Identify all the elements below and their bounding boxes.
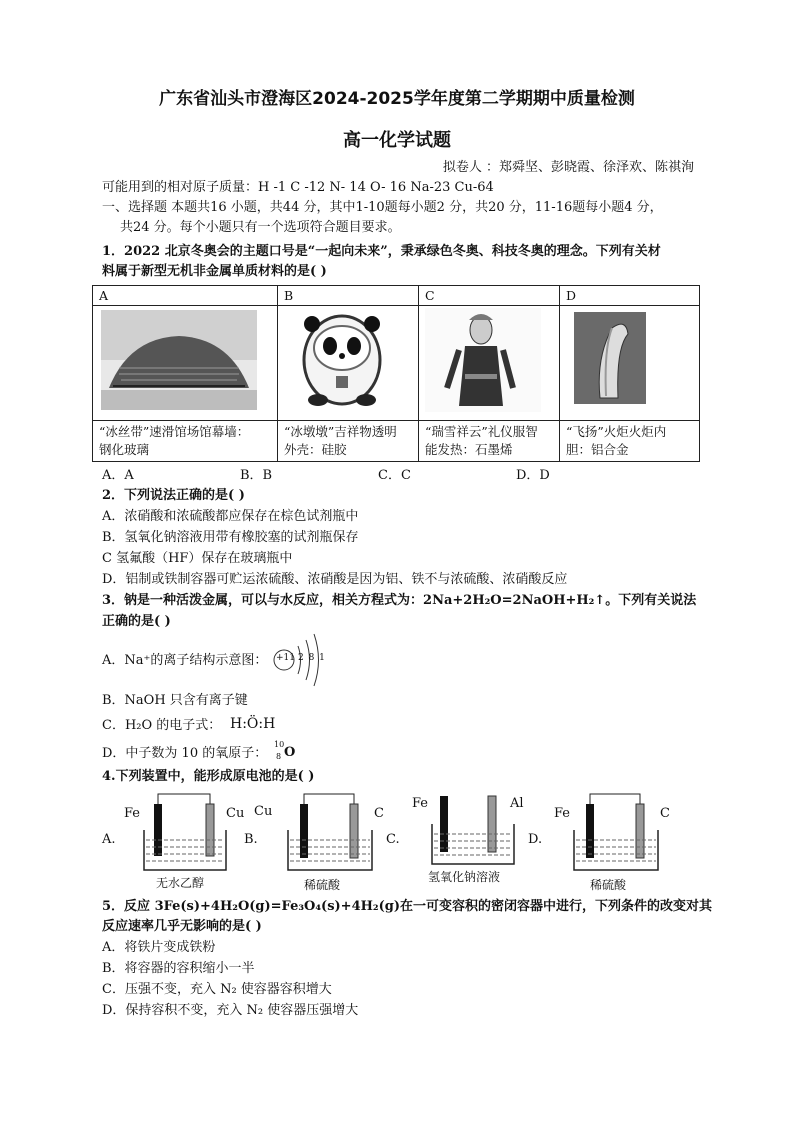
q2-option-d: D．铝制或铁制容器可贮运浓硫酸、浓硝酸是因为铝、铁不与浓硫酸、浓硝酸反应	[102, 572, 568, 587]
isotope-symbol: O	[284, 745, 296, 760]
authors: 拟卷人 ：郑舜坚、彭晓霞、徐泽欢、陈祺洵	[442, 160, 694, 175]
q3-option-d: D．中子数为 10 的氧原子：	[102, 746, 268, 761]
q4-cell-d-solution: 稀硫酸	[590, 878, 627, 892]
q5-stem-line1: 5．反应 3Fe(s)+4H₂O(g)=Fe₃O₄(s)+4H₂(g)在一可变容积的密闭容器中进行，下列条件的改变对其	[102, 899, 712, 914]
q4-cell-d-left-electrode: Fe	[554, 806, 571, 821]
q5-option-a: A．将铁片变成铁粉	[102, 940, 216, 955]
q4-cell-b-letter: B.	[244, 832, 258, 847]
q4-cell-a-right-electrode: Cu	[226, 806, 245, 821]
q1-col-c-letter: C	[419, 286, 560, 306]
q1-image-c	[419, 306, 560, 421]
q4-cell-c-right-electrode: Al	[510, 796, 524, 811]
q1-image-d	[560, 306, 700, 421]
q3-option-b: B．NaOH 只含有离子键	[102, 693, 248, 708]
q4-cell-b-solution: 稀硫酸	[304, 878, 341, 892]
torch-image	[566, 308, 682, 412]
exam-title: 广东省汕头市澄海区2024-2025学年度第二学期期中质量检测	[159, 89, 635, 109]
q1-stem-line1: 1．2022 北京冬奥会的主题口号是“一起向未来”，秉承绿色冬奥、科技冬奥的理念。下列有关材	[102, 244, 661, 259]
q2-option-a: A．浓硝酸和浓硫酸都应保存在棕色试剂瓶中	[102, 509, 359, 524]
exam-subtitle: 高一化学试题	[343, 130, 451, 151]
speed-skating-oval-image	[99, 308, 259, 412]
q5-option-c: C．压强不变，充入 N₂ 使容器容积增大	[102, 982, 332, 997]
q1-caption-d: “飞扬”火炬火炬内 胆：铝合金	[560, 421, 700, 462]
q4-cell-a-solution: 无水乙醇	[156, 876, 205, 890]
q1-image-b	[278, 306, 419, 421]
q5-option-b: B．将容器的容积缩小一半	[102, 961, 255, 976]
q1-caption-c: “瑞雪祥云”礼仪服智 能发热：石墨烯	[419, 421, 560, 462]
q1-col-d-letter: D	[560, 286, 700, 306]
q1-caption-b: “冰墩墩”吉祥物透明 外壳：硅胶	[278, 421, 419, 462]
ion-nucleus-label: +11	[276, 653, 295, 663]
q1-options-table	[92, 285, 700, 462]
ion-shell-electrons: 2 8 1	[298, 653, 326, 663]
q4-cell-b-left-electrode: Cu	[254, 804, 273, 819]
bing-dwen-dwen-image	[284, 308, 400, 412]
q1-answer-a: A．A	[102, 468, 134, 483]
q1-answer-b: B．B	[240, 468, 273, 483]
ceremony-dress-image	[425, 308, 541, 412]
q4-stem: 4.下列装置中，能形成原电池的是( )	[102, 769, 315, 784]
q3-stem-line2: 正确的是( )	[102, 614, 171, 629]
section-instruction-2: 共24 分。每个小题只有一个选项符合题目要求。	[120, 220, 401, 235]
q3-stem-line1: 3．钠是一种活泼金属，可以与水反应，相关方程式为：2Na+2H₂O=2NaOH+H₂↑。下列有关说法	[102, 593, 697, 608]
section-instruction-1: 一、选择题 本题共16 小题，共44 分，其中1-10题每小题2 分，共20 分，11-16题每小题4 分，	[102, 200, 663, 215]
q4-cell-b-right-electrode: C	[374, 806, 384, 821]
isotope-atomic-number: 8	[276, 752, 282, 761]
q4-cell-a-left-electrode: Fe	[124, 806, 141, 821]
q4-cell-d-letter: D.	[528, 832, 543, 847]
q1-caption-a: “冰丝带”速滑馆场馆幕墙： 钢化玻璃	[93, 421, 278, 462]
q5-option-d: D．保持容积不变，充入 N₂ 使容器压强增大	[102, 1003, 359, 1018]
q2-option-b: B．氢氧化钠溶液用带有橡胶塞的试剂瓶保存	[102, 530, 359, 545]
q3-option-a: A．Na⁺的离子结构示意图：	[102, 653, 268, 668]
q1-image-a	[93, 306, 278, 421]
q4-cell-c-solution: 氢氧化钠溶液	[428, 870, 501, 884]
q1-answer-c: C．C	[378, 468, 411, 483]
q4-cell-c-diagram	[428, 794, 518, 868]
q3-option-c: C．H₂O 的电子式：	[102, 718, 222, 733]
q1-answer-d: D．D	[516, 468, 550, 483]
q2-stem: 2．下列说法正确的是( )	[102, 488, 245, 503]
q4-cell-d-right-electrode: C	[660, 806, 670, 821]
atomic-masses: 可能用到的相对原子质量：H -1 C -12 N- 14 O- 16 Na-23 Cu-64	[102, 180, 494, 195]
q4-cell-b-diagram	[284, 790, 376, 874]
water-lewis-structure: H:Ö:H	[230, 716, 276, 732]
q1-stem-line2: 料属于新型无机非金属单质材料的是( )	[102, 264, 327, 279]
q1-col-b-letter: B	[278, 286, 419, 306]
q4-cell-c-left-electrode: Fe	[412, 796, 429, 811]
q4-cell-a-diagram	[140, 790, 230, 874]
q5-stem-line2: 反应速率几乎无影响的是( )	[102, 919, 262, 934]
q2-option-c: C 氢氟酸（HF）保存在玻璃瓶中	[102, 551, 293, 566]
q4-cell-d-diagram	[570, 790, 662, 874]
q1-col-a-letter: A	[93, 286, 278, 306]
isotope-mass-number: 10	[274, 740, 285, 749]
q4-cell-a-letter: A.	[102, 832, 116, 847]
q4-cell-c-letter: C.	[386, 832, 400, 847]
